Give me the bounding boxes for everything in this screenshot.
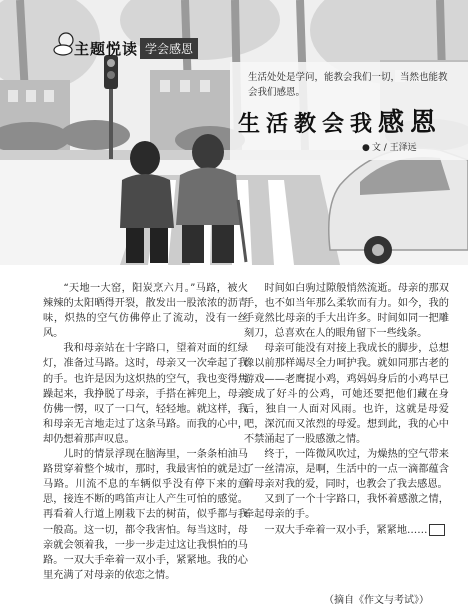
article-column-right bbox=[244, 281, 449, 538]
paragraph: 终于，一阵微风吹过，为燥热的空气带来了一丝清凉，是啊，生活中的一点一滴都蕴含着母亲对我的爱，同时，也教会了我去感恩。 bbox=[244, 449, 449, 491]
article-source: （摘自《作文与考试》） bbox=[324, 595, 429, 606]
section-sub-label: 学会感恩 bbox=[140, 38, 198, 59]
title-main: 生活教会我 bbox=[238, 111, 379, 137]
article-title bbox=[238, 102, 442, 139]
paragraph: 母亲可能没有对接上我成长的脚步，总想像以前那样竭尽全力呵护我。就如同那古老的游戏——老鹰捉小鸡，鸡妈妈身后的小鸡早已变成了好斗的公鸡，可她还要把他们藏在身后，独自一人面对风雨。也许，这就是母爱吧，深沉而又浓烈的母爱。想到此，我的心中不禁涌起了一股感激之情。 bbox=[244, 343, 449, 445]
article-tagline: 生活处处是学问，能教会我们一切，当然也能教会我们感恩。 bbox=[248, 72, 448, 98]
paragraph-last bbox=[244, 523, 449, 538]
book-end-icon bbox=[429, 524, 445, 536]
article-author: ● 文 / 王泽远 bbox=[362, 140, 417, 153]
paragraph: 时间如白驹过隙般悄然流逝。母亲的那双手，也不如当年那么柔软而有力。如今，我的手竟然比母亲的手大出许多。时间如同一把雕刻刀，总喜欢在人的眼角留下一些线条。 bbox=[244, 283, 449, 340]
title-emphasis: 感恩 bbox=[378, 108, 443, 138]
section-label: 主题悦读 bbox=[74, 40, 139, 58]
paragraph: 我和母亲站在十字路口，望着对面的红绿灯，准备过马路。这时，母亲又一次牵起了我的手。也许是因为这炽热的空气，我也变得焦躁起来，我挣脱了母亲，手搭在裤兜上，母亲仿佛一愣，叹了一口气，轻轻地。就这样，我和母亲无言地走过了这条马路。而我的心中，却仍想着那声叹息。 bbox=[43, 343, 248, 445]
paragraph: “天地一大窑，阳炭烹六月。”马路，被火辣辣的太阳晒得开裂，散发出一股浓浓的沥青味，炽热的空气仿佛停止了流动，没有一丝风。 bbox=[43, 283, 248, 340]
header-illustration bbox=[0, 0, 468, 265]
paragraph: 又到了一个十字路口，我怀着感激之情，牵起母亲的手。 bbox=[244, 494, 449, 521]
paragraph: 儿时的情景浮现在脑海里，一条条柏油马路贯穿着整个城市，那时，我最害怕的就是过马路。川流不息的车辆似乎没有停下来的意思，接连不断的鸣笛声让人产生可怕的感觉。再看着人行道上刚栽下去的树苗，似乎都与我一般高。这一切，都令我害怕。每当这时，母亲就会领着我，一步一步走过这让我惧怕的马路。一双大手牵着一双小手，紧紧地。我的心里充满了对母亲的依恋之情。 bbox=[43, 449, 248, 581]
article-column-left bbox=[43, 281, 248, 583]
closing-line: 一双大手牵着一双小手，紧紧地…… bbox=[264, 524, 428, 536]
